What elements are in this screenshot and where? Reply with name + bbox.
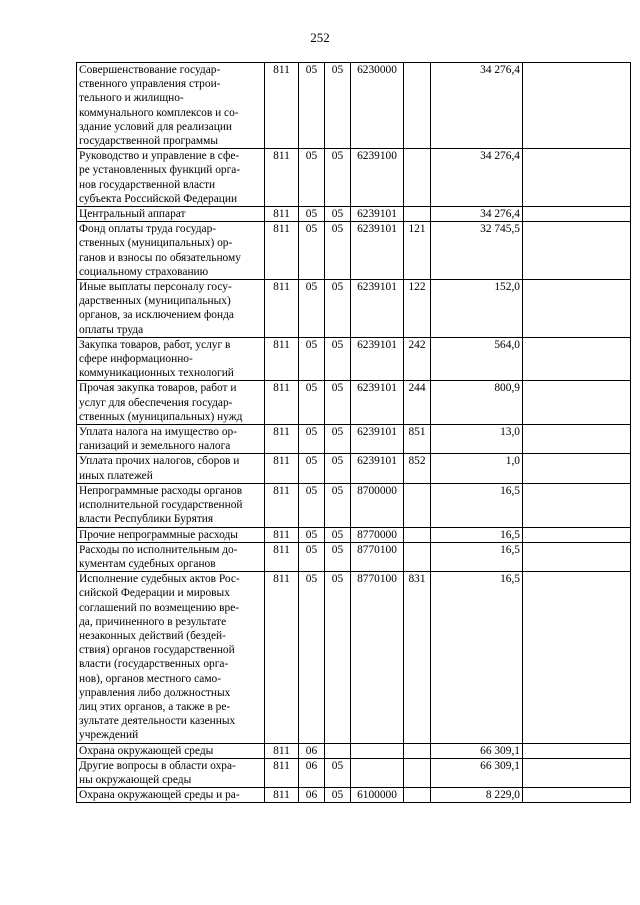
target-article-code-cell: 8770100	[351, 542, 404, 571]
grbs-code-cell: 811	[265, 572, 299, 743]
row-name-cell: Непрограммные расходы органов исполнительной государственной власти Республики Бурятия	[77, 483, 265, 527]
expense-type-code-cell	[404, 483, 431, 527]
target-article-code-cell: 6239101	[351, 222, 404, 280]
amount-cell: 66 309,1	[431, 743, 523, 758]
budget-table	[76, 62, 631, 803]
empty-cell	[523, 207, 631, 222]
grbs-code-cell: 811	[265, 425, 299, 454]
section-code-cell: 05	[299, 572, 325, 743]
row-name-cell: Совершенствование государ- ственного управления строи- тельного и жилищно- коммунального комплексов и со- здание условий для реализации государственной программы	[77, 63, 265, 149]
target-article-code-cell: 6100000	[351, 788, 404, 803]
subsection-code-cell: 05	[325, 207, 351, 222]
table-row	[77, 337, 631, 381]
table-row	[77, 743, 631, 758]
row-name-cell: Расходы по исполнительным до- кументам судебных органов	[77, 542, 265, 571]
grbs-code-cell: 811	[265, 280, 299, 338]
target-article-code-cell: 6239101	[351, 207, 404, 222]
section-code-cell: 05	[299, 337, 325, 381]
expense-type-code-cell	[404, 788, 431, 803]
row-name-cell: Исполнение судебных актов Рос- сийской Федерации и мировых соглашений по возмещению вре- да, причиненного в результате незаконных действий (бездей- ствия) органов государственной власти (государственных орга- нов), органов местного само- управления либо должностных лиц этих органов, а также в ре- зультате деятельности казенных учреждений	[77, 572, 265, 743]
subsection-code-cell: 05	[325, 542, 351, 571]
grbs-code-cell: 811	[265, 527, 299, 542]
expense-type-code-cell: 831	[404, 572, 431, 743]
expense-type-code-cell: 244	[404, 381, 431, 425]
subsection-code-cell: 05	[325, 337, 351, 381]
row-name-cell: Охрана окружающей среды	[77, 743, 265, 758]
subsection-code-cell: 05	[325, 149, 351, 207]
row-name-cell: Центральный аппарат	[77, 207, 265, 222]
expense-type-code-cell	[404, 63, 431, 149]
grbs-code-cell: 811	[265, 454, 299, 483]
empty-cell	[523, 381, 631, 425]
grbs-code-cell: 811	[265, 788, 299, 803]
table-row	[77, 149, 631, 207]
target-article-code-cell: 6239101	[351, 425, 404, 454]
empty-cell	[523, 483, 631, 527]
empty-cell	[523, 572, 631, 743]
subsection-code-cell: 05	[325, 572, 351, 743]
expense-type-code-cell	[404, 527, 431, 542]
empty-cell	[523, 542, 631, 571]
row-name-cell: Руководство и управление в сфе- ре установленных функций орга- нов государственной власти субъекта Российской Федерации	[77, 149, 265, 207]
section-code-cell: 05	[299, 381, 325, 425]
section-code-cell: 05	[299, 280, 325, 338]
amount-cell: 800,9	[431, 381, 523, 425]
amount-cell: 34 276,4	[431, 149, 523, 207]
subsection-code-cell: 05	[325, 483, 351, 527]
section-code-cell: 05	[299, 425, 325, 454]
grbs-code-cell: 811	[265, 207, 299, 222]
subsection-code-cell: 05	[325, 454, 351, 483]
expense-type-code-cell	[404, 758, 431, 787]
empty-cell	[523, 425, 631, 454]
section-code-cell: 06	[299, 758, 325, 787]
row-name-cell: Прочая закупка товаров, работ и услуг для обеспечения государ- ственных (муниципальных) нужд	[77, 381, 265, 425]
target-article-code-cell	[351, 743, 404, 758]
row-name-cell: Другие вопросы в области охра- ны окружающей среды	[77, 758, 265, 787]
expense-type-code-cell: 242	[404, 337, 431, 381]
amount-cell: 152,0	[431, 280, 523, 338]
grbs-code-cell: 811	[265, 63, 299, 149]
table-row	[77, 222, 631, 280]
expense-type-code-cell: 852	[404, 454, 431, 483]
section-code-cell: 06	[299, 743, 325, 758]
target-article-code-cell: 8770100	[351, 572, 404, 743]
subsection-code-cell: 05	[325, 222, 351, 280]
subsection-code-cell: 05	[325, 788, 351, 803]
table-row	[77, 572, 631, 743]
subsection-code-cell: 05	[325, 425, 351, 454]
expense-type-code-cell	[404, 542, 431, 571]
empty-cell	[523, 149, 631, 207]
grbs-code-cell: 811	[265, 381, 299, 425]
table-row	[77, 527, 631, 542]
empty-cell	[523, 222, 631, 280]
table-row	[77, 758, 631, 787]
section-code-cell: 05	[299, 454, 325, 483]
grbs-code-cell: 811	[265, 758, 299, 787]
amount-cell: 34 276,4	[431, 63, 523, 149]
table-row	[77, 207, 631, 222]
row-name-cell: Закупка товаров, работ, услуг в сфере информационно- коммуникационных технологий	[77, 337, 265, 381]
subsection-code-cell	[325, 743, 351, 758]
section-code-cell: 05	[299, 63, 325, 149]
subsection-code-cell: 05	[325, 527, 351, 542]
table-row	[77, 542, 631, 571]
row-name-cell: Охрана окружающей среды и ра-	[77, 788, 265, 803]
subsection-code-cell: 05	[325, 381, 351, 425]
row-name-cell: Уплата прочих налогов, сборов и иных платежей	[77, 454, 265, 483]
empty-cell	[523, 63, 631, 149]
section-code-cell: 05	[299, 207, 325, 222]
empty-cell	[523, 788, 631, 803]
subsection-code-cell: 05	[325, 280, 351, 338]
empty-cell	[523, 280, 631, 338]
empty-cell	[523, 454, 631, 483]
target-article-code-cell: 6239101	[351, 337, 404, 381]
target-article-code-cell: 6239101	[351, 381, 404, 425]
section-code-cell: 06	[299, 788, 325, 803]
subsection-code-cell: 05	[325, 758, 351, 787]
section-code-cell: 05	[299, 542, 325, 571]
grbs-code-cell: 811	[265, 222, 299, 280]
target-article-code-cell: 6239100	[351, 149, 404, 207]
section-code-cell: 05	[299, 149, 325, 207]
target-article-code-cell: 8770000	[351, 527, 404, 542]
row-name-cell: Прочие непрограммные расходы	[77, 527, 265, 542]
row-name-cell: Уплата налога на имущество ор- ганизаций и земельного налога	[77, 425, 265, 454]
amount-cell: 16,5	[431, 572, 523, 743]
amount-cell: 16,5	[431, 542, 523, 571]
row-name-cell: Иные выплаты персоналу госу- дарственных (муниципальных) органов, за исключением фонда оплаты труда	[77, 280, 265, 338]
amount-cell: 16,5	[431, 483, 523, 527]
empty-cell	[523, 527, 631, 542]
table-row	[77, 63, 631, 149]
amount-cell: 1,0	[431, 454, 523, 483]
expense-type-code-cell	[404, 207, 431, 222]
empty-cell	[523, 743, 631, 758]
target-article-code-cell: 8700000	[351, 483, 404, 527]
expense-type-code-cell	[404, 149, 431, 207]
table-row	[77, 381, 631, 425]
section-code-cell: 05	[299, 483, 325, 527]
amount-cell: 34 276,4	[431, 207, 523, 222]
expense-type-code-cell: 121	[404, 222, 431, 280]
amount-cell: 564,0	[431, 337, 523, 381]
row-name-cell: Фонд оплаты труда государ- ственных (муниципальных) ор- ганов и взносы по обязательному социальному страхованию	[77, 222, 265, 280]
target-article-code-cell	[351, 758, 404, 787]
grbs-code-cell: 811	[265, 149, 299, 207]
section-code-cell: 05	[299, 527, 325, 542]
table-row	[77, 280, 631, 338]
table-row	[77, 483, 631, 527]
amount-cell: 32 745,5	[431, 222, 523, 280]
amount-cell: 13,0	[431, 425, 523, 454]
expense-type-code-cell	[404, 743, 431, 758]
table-row	[77, 454, 631, 483]
expense-type-code-cell: 122	[404, 280, 431, 338]
target-article-code-cell: 6230000	[351, 63, 404, 149]
target-article-code-cell: 6239101	[351, 280, 404, 338]
table-row	[77, 425, 631, 454]
grbs-code-cell: 811	[265, 542, 299, 571]
table-row	[77, 788, 631, 803]
grbs-code-cell: 811	[265, 483, 299, 527]
grbs-code-cell: 811	[265, 743, 299, 758]
subsection-code-cell: 05	[325, 63, 351, 149]
target-article-code-cell: 6239101	[351, 454, 404, 483]
section-code-cell: 05	[299, 222, 325, 280]
grbs-code-cell: 811	[265, 337, 299, 381]
amount-cell: 8 229,0	[431, 788, 523, 803]
expense-type-code-cell: 851	[404, 425, 431, 454]
page-number: 252	[310, 30, 330, 45]
amount-cell: 16,5	[431, 527, 523, 542]
empty-cell	[523, 337, 631, 381]
empty-cell	[523, 758, 631, 787]
amount-cell: 66 309,1	[431, 758, 523, 787]
